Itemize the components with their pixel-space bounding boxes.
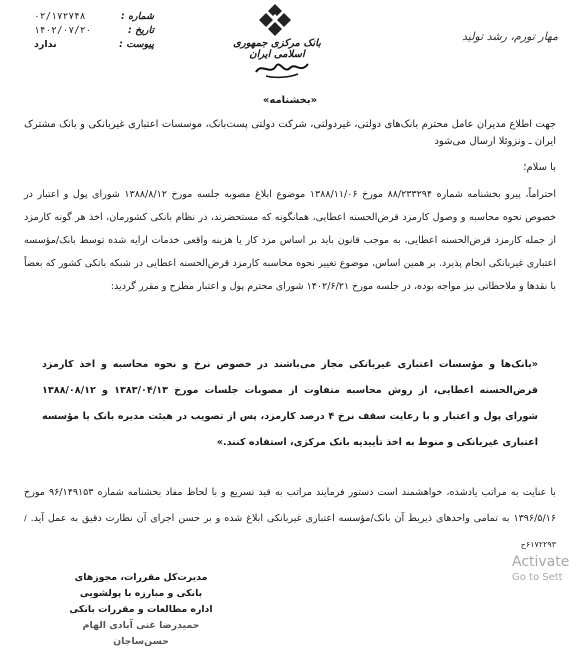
slogan: مهار تورم، رشد تولید [461, 30, 559, 43]
closing-paragraph [24, 480, 556, 558]
signature-block [66, 570, 216, 650]
bank-logo-icon [258, 3, 292, 37]
activation-subtitle: Go to Sett [512, 572, 563, 583]
letter-meta [34, 10, 154, 52]
circular-title: «بخشنامه» [262, 95, 318, 106]
meta-number-row [34, 10, 154, 24]
meta-number-label: شماره : [120, 11, 154, 22]
signature-office: اداره مطالعات و مقررات بانکی [69, 604, 213, 615]
closing-reference: /۶۱۷۲۲۹۳ح [24, 514, 556, 549]
recipient-line: جهت اطلاع مدیران عامل محترم بانک‌های دولتی، غیردولتی، شرکت دولتی پست‌بانک، موسسات اعتباری غیربانکی و بانک مشترک ایران ـ ونزوئلا ارسال می‌شود [24, 119, 556, 147]
closing-text: با عنایت به مراتب یادشده، خواهشمند است دستور فرمایند مراتب به قید تسریع و با لحاظ مفاد بخشنامه شماره ۹۶/۱۴۹۱۵۳ مورخ ۱۳۹۶/۵/۱۶ به تمامی واحدهای ذیربط آن بانک/مؤسسه اعتباری غیربانکی ابلاغ شده و بر حسن اجرای آن نظارت دقیق به عمل آید. [24, 487, 556, 524]
resolution-quote: «بانک‌ها و مؤسسات اعتباری غیربانکی مجاز می‌باشند در خصوص نرخ و نحوه محاسبه و اخذ کارمزد قرض‌الحسنه اعطایی، از روش محاسبه متفاوت از مصوبات جلسات مورخ ۱۳۸۳/۰۴/۱۳ و ۱۳۸۸/۰۸/۱۲ شورای پول و اعتبار و با رعایت سقف نرخ ۴ درصد کارمزد، پس از تصویب در هیئت مدیره بانک یا مؤسسه اعتباری غیربانکی و منوط به اخذ تأییدیه بانک مرکزی، استفاده کنند.» [42, 359, 538, 448]
meta-attachment-value: ندارد [34, 39, 57, 50]
meta-attachment-row [34, 38, 154, 52]
activation-title: Activate [512, 554, 570, 570]
meta-number-value: ۰۲/۱۷۲۷۴۸ [34, 11, 86, 22]
salutation: با سلام؛ [523, 162, 556, 173]
meta-date-row [34, 24, 154, 38]
meta-date-label: تاریخ : [127, 25, 154, 36]
body-paragraph: احتراماً، پیرو بخشنامه شماره ۸۸/۲۳۳۲۹۴ مورخ ۱۳۸۸/۱۱/۰۶ موضوع ابلاغ مصوبه جلسه مورخ ۱۳۸۸/۸/۱۲ شورای پول و اعتبار در خصوص نحوه محاسبه و وصول کارمزد قرض‌الحسنه اعطایی، همانگونه که مستحضرند، در نظام بانکی کشورمان، اخذ هر گونه کارمزد از جمله کارمزد قرض‌الحسنه اعطایی، به موجب قانون باید بر اساس مزد کار یا هزینه واقعی خدمات ارایه شده توسط بانک/مؤسسه اعتباری غیربانکی انجام پذیرد. بر همین اساس، موضوع تغییر نحوه محاسبه کارمزد قرض‌الحسنه اعطایی در شبکه بانکی کشور که بعضاً با نقدها و ملاحظاتی نیز مواجه بوده، در جلسه مورخ ۱۴۰۲/۶/۲۱ شورای محترم پول و اعتبار مطرح و مقرر گردید: [24, 189, 557, 292]
signature-names: حمیدرضا غنی آبادی الهام حسن‌ساجان [82, 620, 200, 647]
calligraphy-mark [252, 54, 312, 80]
activation-watermark [512, 554, 582, 586]
signature-department: مدیرت‌کل مقررات، مجوزهای بانکی و مبارزه با پولشویی [74, 572, 208, 599]
meta-date-value: ۱۴۰۲/۰۷/۲۰ [34, 25, 92, 36]
bank-name: بانک مرکزی جمهوری اسلامی ایران [233, 38, 321, 60]
meta-attachment-label: پیوست : [119, 39, 154, 50]
